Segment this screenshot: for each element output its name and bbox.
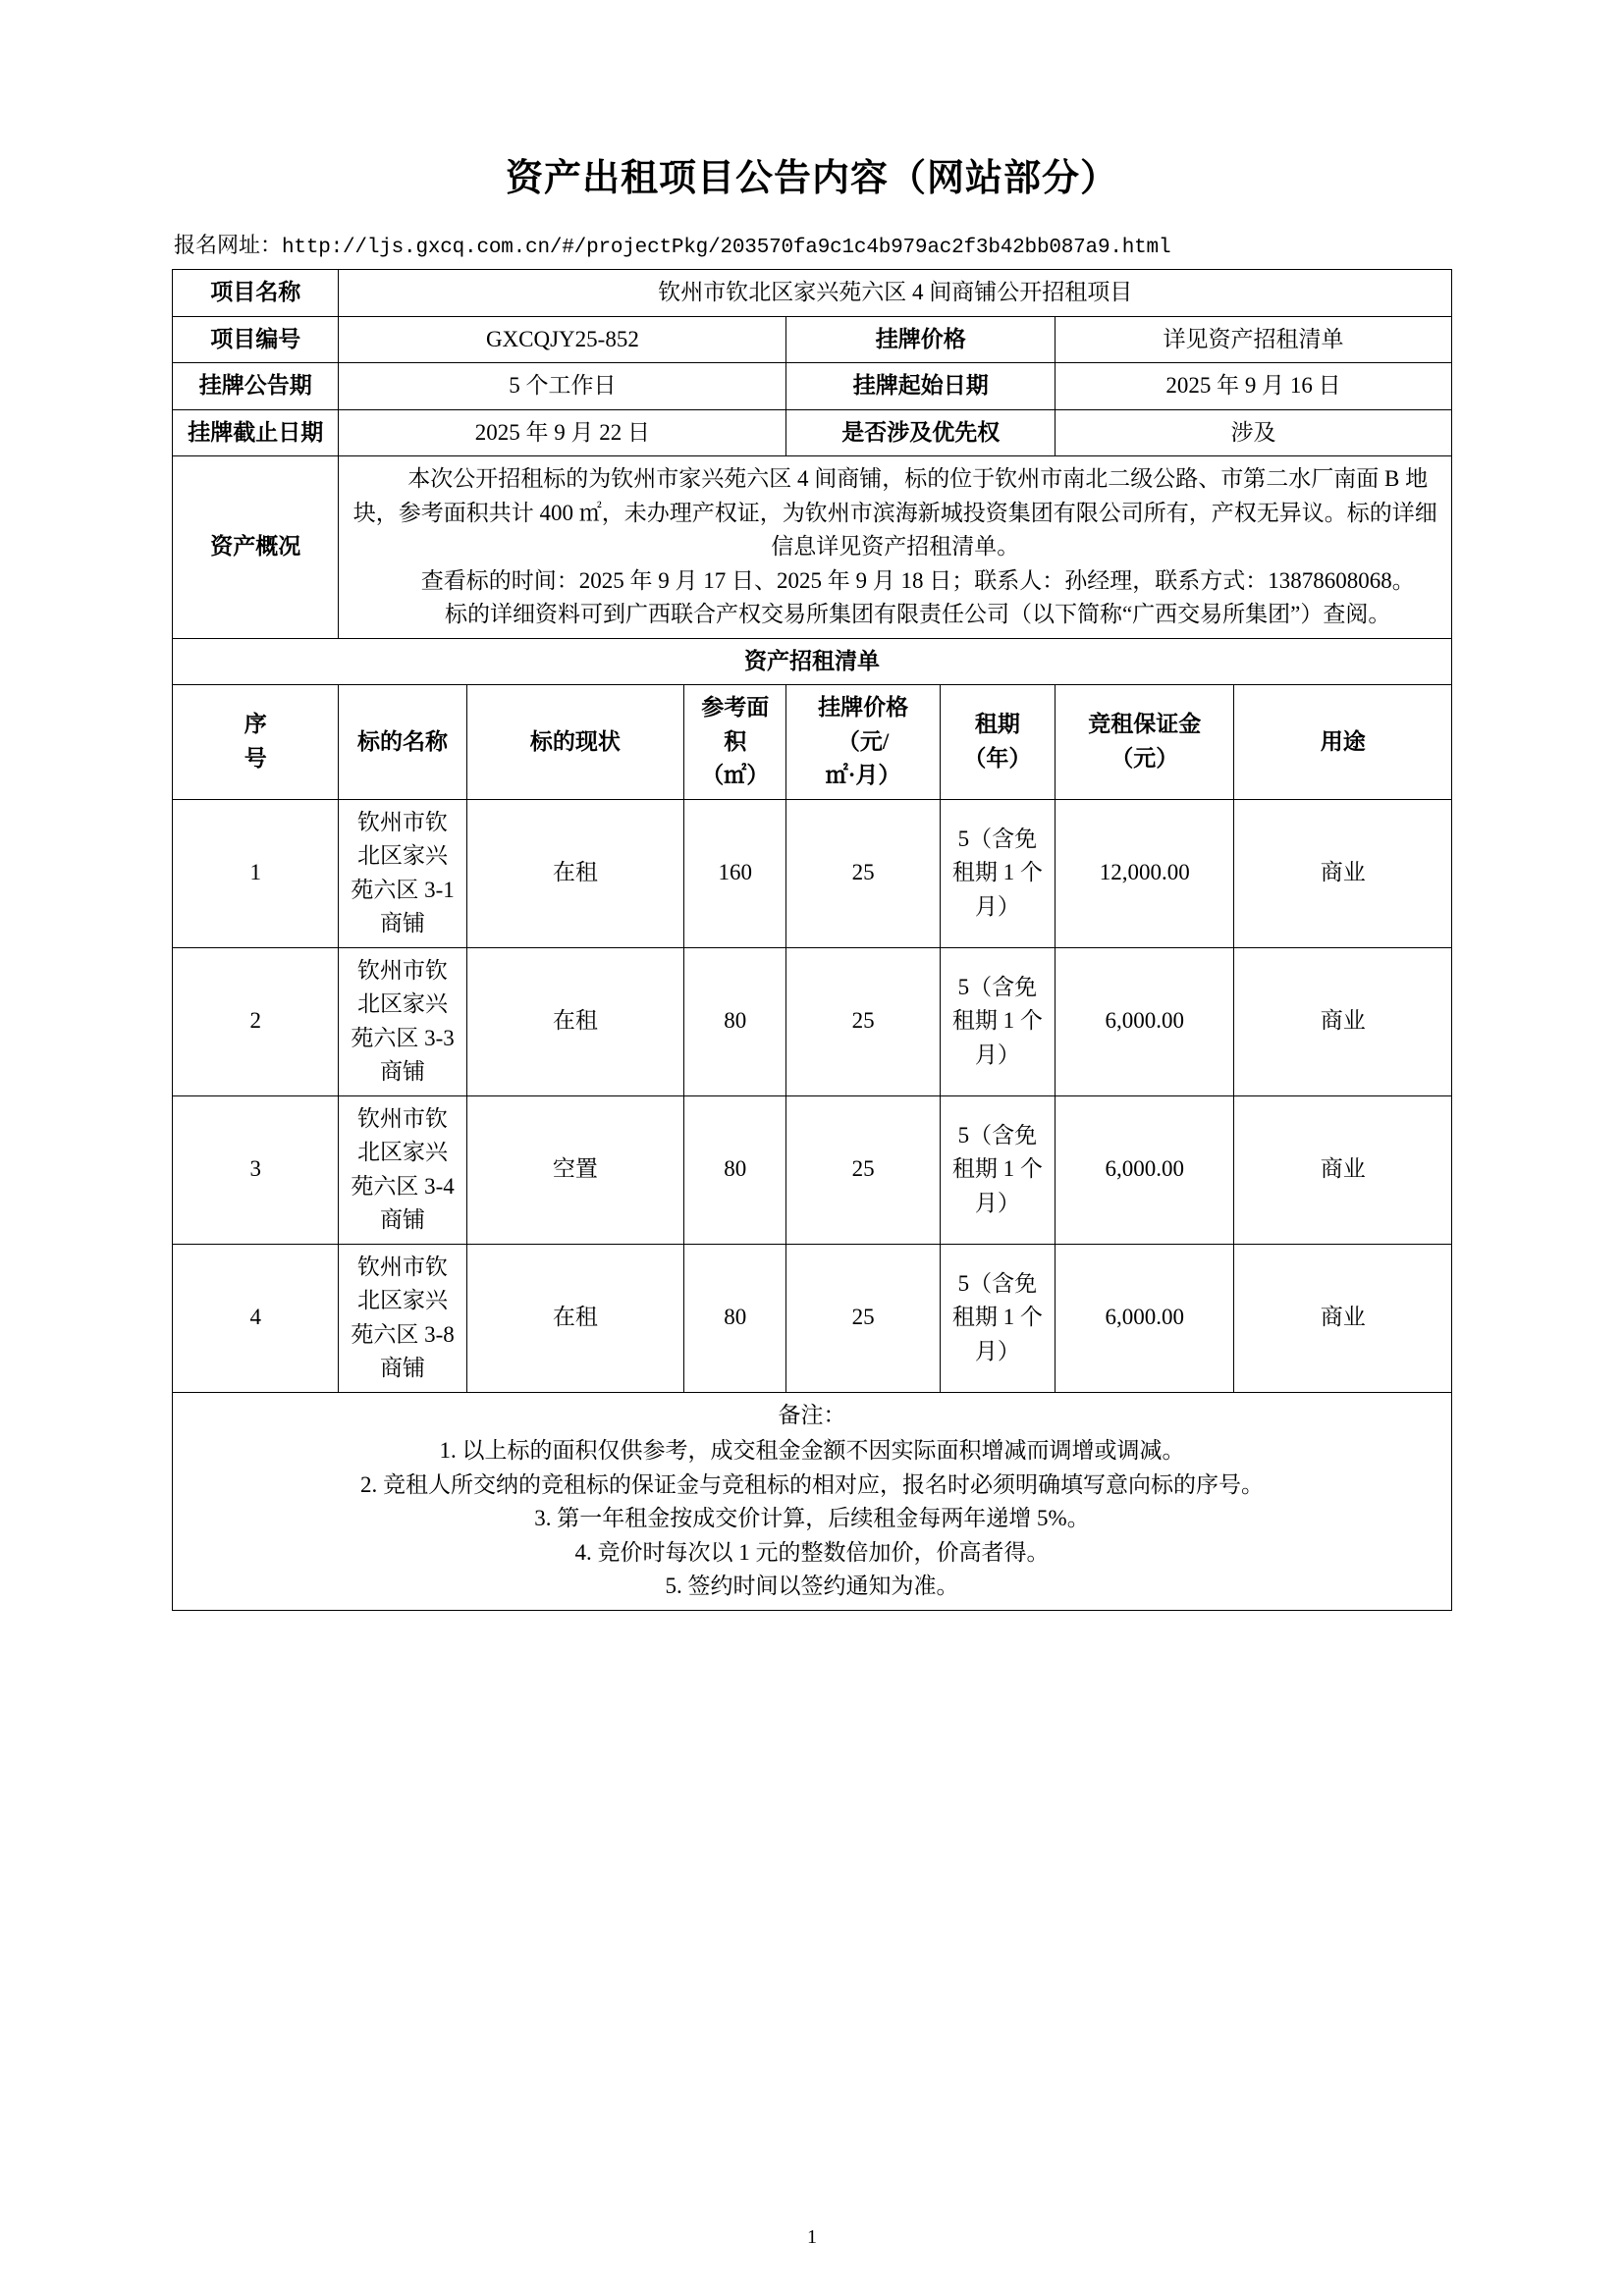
cell-deposit: 6,000.00 — [1056, 947, 1234, 1095]
column-header-index-line2: 号 — [244, 745, 267, 771]
note-item: 2. 竞租人所交纳的竞租标的保证金与竞租标的相对应，报名时必须明确填写意向标的序号。 — [360, 1471, 1264, 1497]
table-row — [173, 799, 1452, 947]
value-listing-price: 详见资产招租清单 — [1056, 316, 1452, 363]
value-asset-overview — [339, 456, 1452, 639]
value-project-code: GXCQJY25-852 — [339, 316, 786, 363]
table-row-listing-title — [173, 638, 1452, 685]
column-header-price — [786, 685, 940, 800]
value-project-name: 钦州市钦北区家兴苑六区 4 间商铺公开招租项目 — [339, 270, 1452, 317]
cell-name: 钦州市钦北区家兴苑六区 3-3 商铺 — [339, 947, 466, 1095]
registration-url[interactable]: http://ljs.gxcq.com.cn/#/projectPkg/203570fa9c1c4b979ac2f3b42bb087a9.html — [282, 237, 1171, 259]
value-start-date: 2025 年 9 月 16 日 — [1056, 363, 1452, 410]
cell-status: 在租 — [466, 799, 684, 947]
table-row-notice-period — [173, 363, 1452, 410]
table-row-asset-overview — [173, 456, 1452, 639]
cell-index: 4 — [173, 1244, 339, 1392]
label-asset-overview: 资产概况 — [173, 456, 339, 639]
label-project-code: 项目编号 — [173, 316, 339, 363]
cell-index: 2 — [173, 947, 339, 1095]
label-end-date: 挂牌截止日期 — [173, 409, 339, 456]
value-end-date: 2025 年 9 月 22 日 — [339, 409, 786, 456]
column-header-term — [940, 685, 1055, 800]
cell-price: 25 — [786, 1095, 940, 1244]
page-number: 1 — [807, 2226, 817, 2248]
table-row — [173, 1244, 1452, 1392]
cell-area: 160 — [684, 799, 786, 947]
cell-name: 钦州市钦北区家兴苑六区 3-4 商铺 — [339, 1095, 466, 1244]
cell-status: 在租 — [466, 1244, 684, 1392]
cell-term: 5（含免租期 1 个月） — [940, 947, 1055, 1095]
column-header-term-line2: （年） — [963, 745, 1032, 771]
column-header-price-line3: ㎡·月） — [825, 763, 901, 787]
column-header-deposit — [1056, 685, 1234, 800]
table-row-end-date — [173, 409, 1452, 456]
cell-area: 80 — [684, 947, 786, 1095]
overview-paragraph-1: 本次公开招租标的为钦州市家兴苑六区 4 间商铺，标的位于钦州市南北二级公路、市第二水厂南面 B 地块，参考面积共计 400 ㎡，未办理产权证，为钦州市滨海新城投资集团有限公司所有，产权无异议。标的详细信息详见资产招租清单。 — [352, 466, 1437, 559]
notes-block — [173, 1392, 1452, 1610]
cell-status: 在租 — [466, 947, 684, 1095]
announcement-table — [172, 269, 1452, 1611]
listing-title: 资产招租清单 — [173, 638, 1452, 685]
cell-index: 1 — [173, 799, 339, 947]
cell-usage: 商业 — [1234, 1244, 1452, 1392]
column-header-price-line1: 挂牌价格 — [818, 695, 909, 720]
notes-title: 备注： — [778, 1402, 846, 1427]
column-header-area-line1: 参考面积 — [701, 695, 770, 754]
cell-deposit: 6,000.00 — [1056, 1095, 1234, 1244]
cell-status: 空置 — [466, 1095, 684, 1244]
label-notice-period: 挂牌公告期 — [173, 363, 339, 410]
cell-index: 3 — [173, 1095, 339, 1244]
table-row — [173, 1095, 1452, 1244]
column-header-index — [173, 685, 339, 800]
registration-url-line — [174, 229, 1452, 259]
cell-usage: 商业 — [1234, 799, 1452, 947]
cell-price: 25 — [786, 799, 940, 947]
cell-term: 5（含免租期 1 个月） — [940, 1244, 1055, 1392]
column-header-term-line1: 租期 — [974, 712, 1020, 737]
label-listing-price: 挂牌价格 — [786, 316, 1056, 363]
table-row-notes — [173, 1392, 1452, 1610]
cell-deposit: 12,000.00 — [1056, 799, 1234, 947]
column-header-price-line2: （元/ — [837, 728, 890, 754]
cell-usage: 商业 — [1234, 947, 1452, 1095]
cell-term: 5（含免租期 1 个月） — [940, 799, 1055, 947]
cell-deposit: 6,000.00 — [1056, 1244, 1234, 1392]
label-start-date: 挂牌起始日期 — [786, 363, 1056, 410]
note-item: 4. 竞价时每次以 1 元的整数倍加价，价高者得。 — [574, 1539, 1050, 1565]
table-row-project-name — [173, 270, 1452, 317]
cell-area: 80 — [684, 1244, 786, 1392]
note-item: 1. 以上标的面积仅供参考，成交租金金额不因实际面积增减而调增或调减。 — [439, 1438, 1185, 1463]
overview-paragraph-3: 标的详细资料可到广西联合产权交易所集团有限责任公司（以下简称“广西交易所集团”）查阅。 — [444, 602, 1391, 626]
table-row-project-code — [173, 316, 1452, 363]
cell-name: 钦州市钦北区家兴苑六区 3-1 商铺 — [339, 799, 466, 947]
column-header-deposit-line2: （元） — [1110, 745, 1179, 771]
table-row — [173, 947, 1452, 1095]
note-item: 3. 第一年租金按成交价计算，后续租金每两年递增 5%。 — [534, 1506, 1090, 1530]
cell-term: 5（含免租期 1 个月） — [940, 1095, 1055, 1244]
note-item: 5. 签约时间以签约通知为准。 — [665, 1574, 959, 1598]
registration-label: 报名网址： — [174, 233, 283, 257]
label-priority-right: 是否涉及优先权 — [786, 409, 1056, 456]
listing-header-row — [173, 685, 1452, 800]
label-project-name: 项目名称 — [173, 270, 339, 317]
column-header-area — [684, 685, 786, 800]
value-notice-period: 5 个工作日 — [339, 363, 786, 410]
page-title: 资产出租项目公告内容（网站部分） — [505, 158, 1118, 199]
cell-name: 钦州市钦北区家兴苑六区 3-8 商铺 — [339, 1244, 466, 1392]
overview-paragraph-2: 查看标的时间：2025 年 9 月 17 日、2025 年 9 月 18 日；联系人：孙经理，联系方式：13878608068。 — [420, 567, 1415, 593]
cell-price: 25 — [786, 1244, 940, 1392]
column-header-index-line1: 序 — [244, 712, 267, 737]
cell-area: 80 — [684, 1095, 786, 1244]
cell-usage: 商业 — [1234, 1095, 1452, 1244]
cell-price: 25 — [786, 947, 940, 1095]
column-header-name: 标的名称 — [339, 685, 466, 800]
value-priority-right: 涉及 — [1056, 409, 1452, 456]
column-header-deposit-line1: 竞租保证金 — [1088, 712, 1202, 737]
column-header-usage: 用途 — [1234, 685, 1452, 800]
column-header-status: 标的现状 — [466, 685, 684, 800]
column-header-area-line2: （㎡） — [701, 763, 770, 787]
